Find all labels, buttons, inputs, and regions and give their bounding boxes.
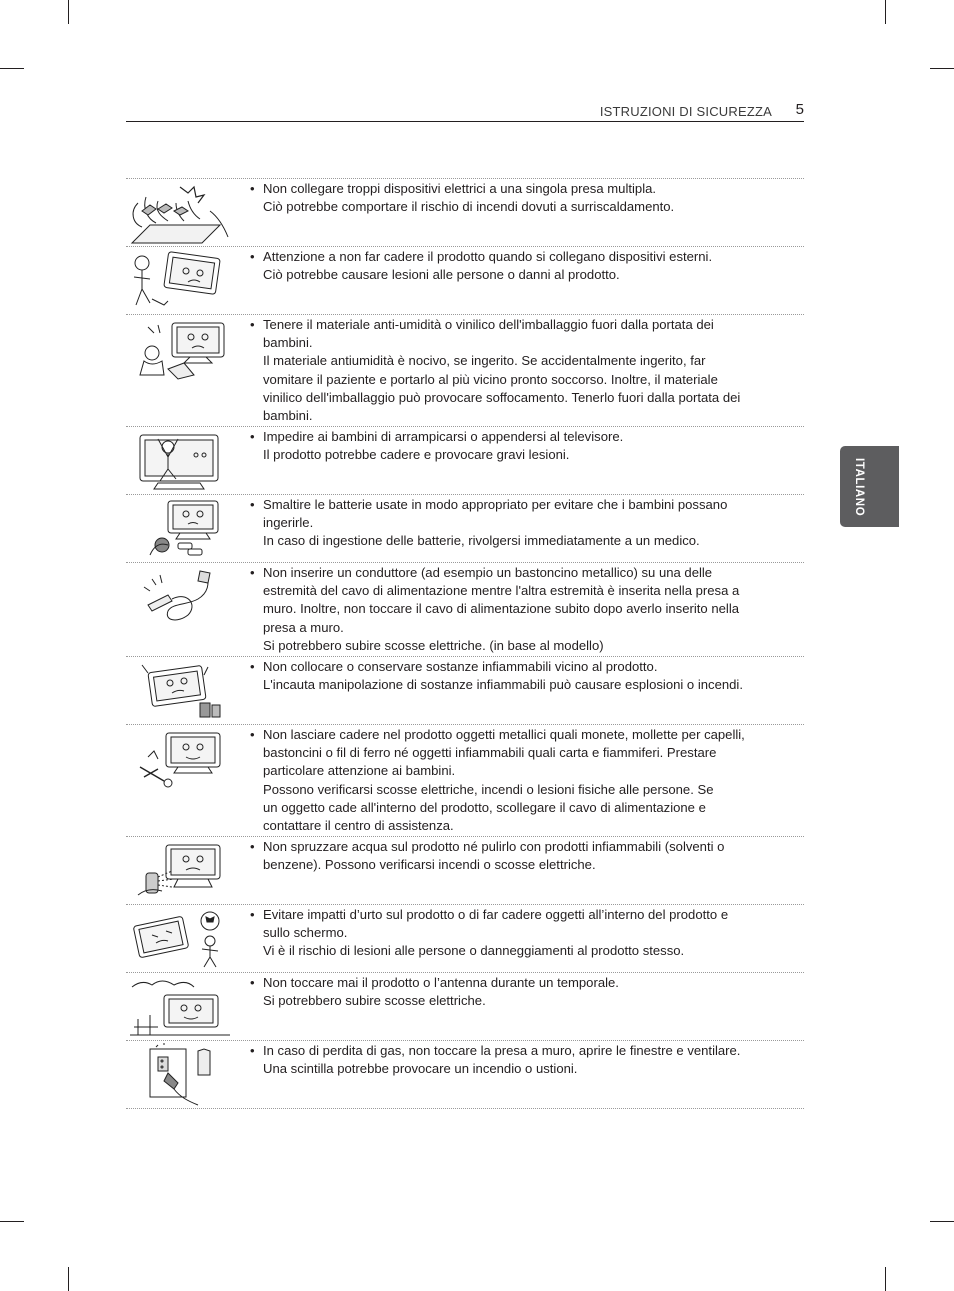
line: bambini. — [263, 335, 313, 351]
line: Ciò potrebbe comportare il rischio di incendi dovuti a surriscaldamento. — [263, 199, 675, 215]
power-cord-icon — [128, 565, 232, 629]
safety-item — [126, 837, 804, 905]
line: un oggetto cade all'interno del prodotto, scollegare il cavo di alimentazione e — [263, 799, 706, 815]
line: In caso di perdita di gas, non toccare la presa a muro, aprire le finestre e ventilare. — [263, 1043, 741, 1058]
line: Si potrebbero subire scosse elettriche. (in base al modello) — [263, 637, 604, 653]
safety-list — [126, 178, 804, 1109]
crop-mark — [68, 0, 69, 24]
crop-mark — [68, 1267, 69, 1291]
page-header — [126, 101, 804, 122]
bullet: • — [250, 317, 255, 332]
line: Il prodotto potrebbe cadere e provocare gravi lesioni. — [263, 447, 570, 463]
crop-mark — [930, 1221, 954, 1222]
crop-mark — [885, 0, 886, 24]
bullet: • — [250, 565, 255, 580]
bullet: • — [250, 429, 255, 444]
bullet: • — [250, 181, 255, 196]
spray-icon — [128, 839, 232, 903]
safety-item — [126, 427, 804, 495]
safety-item — [126, 725, 804, 837]
falling-tv-icon — [128, 249, 232, 313]
line: Non collocare o conservare sostanze infiammabili vicino al prodotto. — [263, 659, 658, 674]
safety-item — [126, 495, 804, 563]
line: Una scintilla potrebbe provocare un incendio o ustioni. — [263, 1061, 578, 1077]
bullet: • — [250, 727, 255, 742]
metal-objects-icon — [128, 727, 232, 791]
page-number: 5 — [795, 101, 804, 118]
line: Non collegare troppi dispositivi elettrici a una singola presa multipla. — [263, 181, 657, 196]
line: Non inserire un conduttore (ad esempio un bastoncino metallico) su una delle — [263, 565, 713, 580]
batteries-icon — [128, 497, 232, 561]
flammable-icon — [128, 659, 232, 723]
line: vinilico dell'imballaggio può provocare soffocamento. Tenerlo fuori dalla portata dei — [263, 389, 741, 405]
bullet: • — [250, 249, 255, 264]
line: Non lasciare cadere nel prodotto oggetti metallici quali monete, mollette per capelli, — [263, 727, 745, 742]
bullet: • — [250, 1043, 255, 1058]
line: sullo schermo. — [263, 925, 348, 941]
line: Smaltire le batterie usate in modo appropriato per evitare che i bambini possano — [263, 497, 728, 512]
line: bambini. — [263, 408, 313, 424]
bullet: • — [250, 907, 255, 922]
line: Vi è il rischio di lesioni alle persone o danneggiamenti al prodotto stesso. — [263, 943, 685, 959]
crop-mark — [0, 68, 24, 69]
power-strip-icon — [128, 181, 232, 245]
line: Possono verificarsi scosse elettriche, incendi o lesioni fisiche alle persone. Se — [263, 781, 714, 797]
bullet: • — [250, 975, 255, 990]
line: Tenere il materiale anti-umidità o vinilico dell'imballaggio fuori dalla portata dei — [263, 317, 714, 332]
safety-item — [126, 179, 804, 247]
safety-item — [126, 973, 804, 1041]
line: ingerirle. — [263, 515, 314, 531]
line: Non toccare mai il prodotto o l’antenna durante un temporale. — [263, 975, 619, 990]
child-climbing-tv-icon — [128, 429, 232, 493]
line: In caso di ingestione delle batterie, rivolgersi immediatamente a un medico. — [263, 533, 700, 549]
line: L'incauta manipolazione di sostanze infiammabili può causare esplosioni o incendi. — [263, 677, 743, 693]
line: presa a muro. — [263, 619, 344, 635]
safety-item — [126, 1041, 804, 1109]
section-title: ISTRUZIONI DI SICUREZZA — [599, 104, 772, 119]
safety-item — [126, 247, 804, 315]
line: bastoncini o fil di ferro né oggetti infiammabili quali carta e fiammiferi. Prestare — [263, 745, 717, 761]
safety-item — [126, 315, 804, 427]
line: estremità del cavo di alimentazione mentre l'altra estremità è inserita nella presa a — [263, 583, 740, 599]
line: Attenzione a non far cadere il prodotto quando si collegano dispositivi esterni. — [263, 249, 713, 264]
crop-mark — [930, 68, 954, 69]
line: muro. Inoltre, non toccare il cavo di alimentazione subito dopo averlo inserito nella — [263, 601, 740, 617]
line: particolare attenzione ai bambini. — [263, 763, 456, 779]
ball-impact-icon — [128, 907, 232, 971]
language-tab-label: ITALIANO — [853, 457, 865, 517]
thunderstorm-icon — [128, 975, 232, 1039]
line: Evitare impatti d’urto sul prodotto o di far cadere oggetti all’interno del prodotto e — [263, 907, 729, 922]
bullet: • — [250, 839, 255, 854]
line: Ciò potrebbe causare lesioni alle persone o danni al prodotto. — [263, 267, 620, 283]
crop-mark — [0, 1221, 24, 1222]
line: Il materiale antiumidità è nocivo, se ingerito. Se accidentalmente ingerito, far — [263, 353, 706, 369]
line: Non spruzzare acqua sul prodotto né pulirlo con prodotti infiammabili (solventi o — [263, 839, 725, 854]
language-tab — [840, 446, 899, 527]
line: vomitare il paziente e portarlo al più vicino pronto soccorso. Inoltre, il materiale — [263, 371, 718, 387]
bullet: • — [250, 497, 255, 512]
line: benzene). Possono verificarsi incendi o scosse elettriche. — [263, 857, 596, 873]
line: Impedire ai bambini di arrampicarsi o appendersi al televisore. — [263, 429, 624, 444]
safety-item — [126, 905, 804, 973]
gas-leak-icon — [128, 1043, 232, 1107]
line: Si potrebbero subire scosse elettriche. — [263, 993, 486, 1009]
safety-item — [126, 657, 804, 725]
crop-mark — [885, 1267, 886, 1291]
safety-item — [126, 563, 804, 657]
child-packaging-icon — [128, 317, 232, 381]
line: contattare il centro di assistenza. — [263, 818, 454, 834]
bullet: • — [250, 659, 255, 674]
